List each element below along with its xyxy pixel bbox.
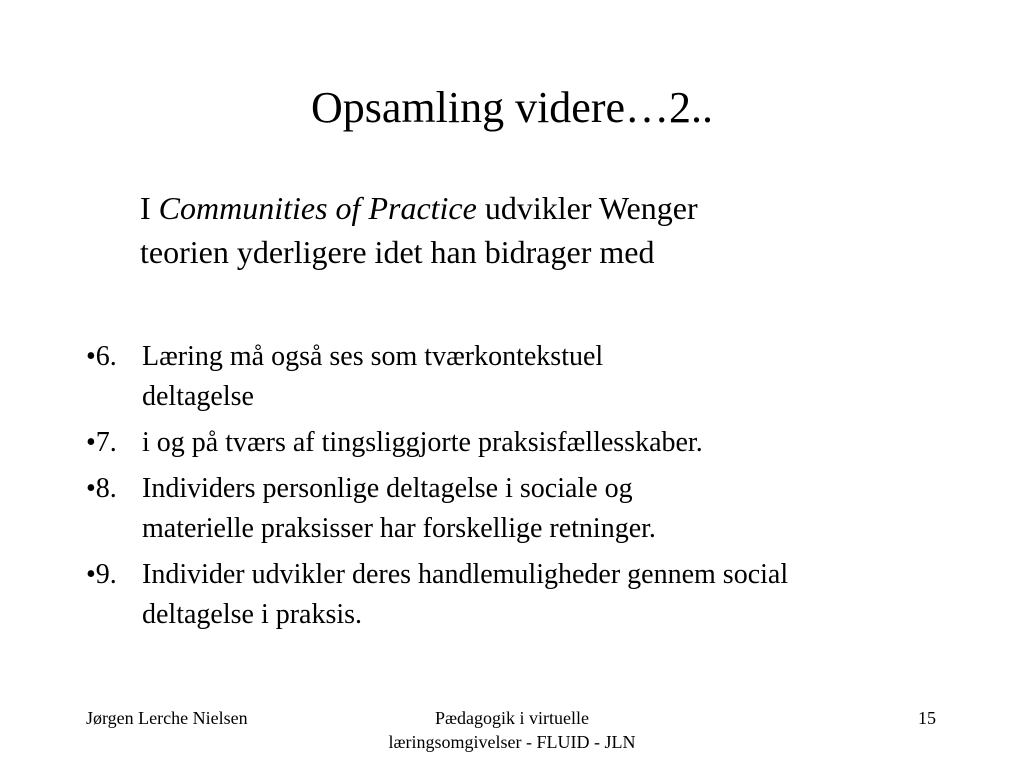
bullet-item-7 [86,423,966,463]
bullet-marker: •6. [86,341,117,372]
footer-author: Jørgen Lerche Nielsen [86,708,248,728]
bullet-item-9 [86,555,966,635]
intro-paragraph [140,186,860,274]
intro-emphasis: Communities of Practice [158,190,477,226]
bullet-marker: •7. [86,427,117,458]
bullet-line: Individers personlige deltagelse i sociale og [142,473,633,504]
footer-course [362,706,662,754]
footer-course-line-1: Pædagogik i virtuelle [435,708,589,728]
bullet-line: i og på tværs af tingsliggjorte praksisfællesskaber. [142,427,703,458]
bullet-line: materielle praksisser har forskellige retninger. [142,513,656,544]
slide-title: Opsamling videre…2.. [310,83,714,132]
intro-line-1-suffix: udvikler Wenger [476,190,698,226]
bullet-marker: •8. [86,473,117,504]
bullet-line: Individer udvikler deres handlemuligheder gennem social [142,559,789,590]
bullet-line: Læring må også ses som tværkontekstuel [142,341,604,372]
intro-line-1 [140,186,860,230]
bullet-item-6 [86,337,966,417]
intro-line-2: teorien yderligere idet han bidrager med [140,234,655,270]
bullet-item-8 [86,469,966,549]
intro-prefix: I [140,190,159,226]
bullet-line: deltagelse [142,381,254,412]
footer-page-number: 15 [918,708,936,728]
footer-course-line-2: læringsomgivelser - FLUID - JLN [388,732,636,752]
bullet-list [86,337,966,641]
bullet-line: deltagelse i praksis. [142,599,363,630]
bullet-marker: •9. [86,559,117,590]
